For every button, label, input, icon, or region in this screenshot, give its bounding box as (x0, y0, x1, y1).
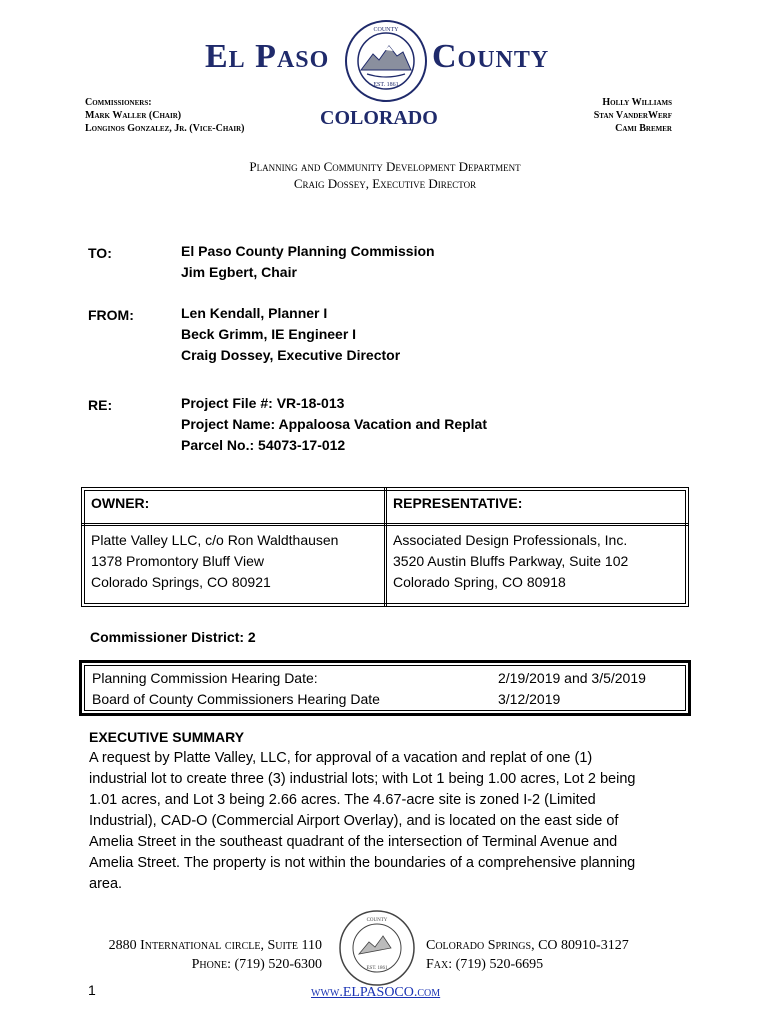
commissioners-left (85, 96, 244, 135)
re-label: RE: (88, 397, 113, 413)
summary-line: area. (89, 876, 123, 892)
from-line: Craig Dossey, Executive Director (181, 347, 401, 363)
state-name: COLORADO (320, 107, 438, 129)
summary-line: Amelia Street. The property is not within the boundaries of a comprehensive planning (89, 855, 636, 871)
svg-text:COUNTY: COUNTY (366, 918, 388, 923)
footer-right (426, 936, 629, 974)
bocc-hearing-date: 3/12/2019 (498, 691, 561, 707)
hearing-dates (498, 668, 646, 710)
owner-block (91, 530, 338, 593)
commissioner-name: Cami Bremer (615, 123, 672, 134)
commissioner-name: Mark Waller (Chair) (85, 110, 182, 121)
summary-line: industrial lot to create three (3) industrial lots; with Lot 1 being 1.00 acres, Lot 2 being (89, 771, 636, 787)
website-link[interactable]: www.ELPASOCO.com (311, 985, 441, 1000)
footer-left (62, 936, 322, 974)
representative-block (393, 530, 628, 593)
commissioner-name: Stan VanderWerf (593, 110, 672, 121)
county-title-right: County (432, 38, 550, 75)
owner-line: Platte Valley LLC, c/o Ron Waldthausen (91, 532, 339, 548)
commissioner-name: Longinos Gonzalez, Jr. (Vice-Chair) (85, 123, 245, 134)
owner-heading: OWNER: (91, 495, 150, 511)
commissioner-name: Holly Williams (602, 97, 672, 108)
page-number: 1 (88, 982, 96, 998)
parties-table (81, 487, 689, 607)
from-block (181, 303, 400, 366)
owner-line: 1378 Promontory Bluff View (91, 553, 265, 569)
hearing-labels (92, 668, 380, 710)
rep-line: Colorado Spring, CO 80918 (393, 574, 566, 590)
re-line: Project Name: Appaloosa Vacation and Replat (181, 416, 488, 432)
rep-line: Associated Design Professionals, Inc. (393, 532, 628, 548)
representative-heading: REPRESENTATIVE: (393, 495, 523, 511)
svg-text:COUNTY: COUNTY (373, 27, 399, 33)
footer-fax: Fax: (719) 520-6695 (426, 957, 544, 972)
summary-heading: EXECUTIVE SUMMARY (89, 729, 245, 745)
re-line: Parcel No.: 54073-17-012 (181, 437, 346, 453)
summary-line: A request by Platte Valley, LLC, for approval of a vacation and replat of one (1) (89, 750, 593, 766)
re-block (181, 393, 487, 456)
footer-address: 2880 International circle, Suite 110 (108, 938, 322, 953)
re-line: Project File #: VR-18-013 (181, 395, 345, 411)
bocc-hearing-label: Board of County Commissioners Hearing Date (92, 691, 380, 707)
from-line: Beck Grimm, IE Engineer I (181, 326, 357, 342)
commissioners-heading: Commissioners: (85, 97, 152, 108)
from-line: Len Kendall, Planner I (181, 305, 328, 321)
summary-body (89, 748, 635, 895)
director-name: Craig Dossey, Executive Director (293, 176, 477, 191)
rep-line: 3520 Austin Bluffs Parkway, Suite 102 (393, 553, 629, 569)
county-title-left: El Paso (205, 38, 330, 75)
department-block (0, 158, 770, 192)
footer-city: Colorado Springs, CO 80910-3127 (426, 938, 629, 953)
summary-line: Amelia Street in the southeast quadrant of the intersection of Terminal Avenue and (89, 834, 618, 850)
to-block (181, 241, 435, 283)
svg-text:EST. 1861: EST. 1861 (366, 966, 388, 971)
summary-line: Industrial), CAD-O (Commercial Airport Overlay), and is located on the east side of (89, 813, 619, 829)
owner-line: Colorado Springs, CO 80921 (91, 574, 271, 590)
to-line: Jim Egbert, Chair (181, 264, 297, 280)
to-line: El Paso County Planning Commission (181, 243, 435, 259)
pc-hearing-label: Planning Commission Hearing Date: (92, 670, 318, 686)
executive-summary (89, 727, 635, 895)
commissioners-right (594, 96, 672, 135)
pc-hearing-date: 2/19/2019 and 3/5/2019 (498, 670, 646, 686)
county-seal-logo (345, 20, 427, 102)
svg-text:EST. 1861: EST. 1861 (373, 82, 399, 88)
footer-seal-logo (339, 910, 415, 986)
hearings-box (79, 660, 691, 716)
to-label: TO: (88, 245, 112, 261)
department-name: Planning and Community Development Department (249, 159, 521, 174)
summary-line: 1.01 acres, and Lot 3 being 2.66 acres. The 4.67-acre site is zoned I-2 (Limited (89, 792, 596, 808)
from-label: FROM: (88, 307, 134, 323)
footer-phone: Phone: (719) 520-6300 (191, 957, 322, 972)
commissioner-district: Commissioner District: 2 (90, 629, 256, 645)
